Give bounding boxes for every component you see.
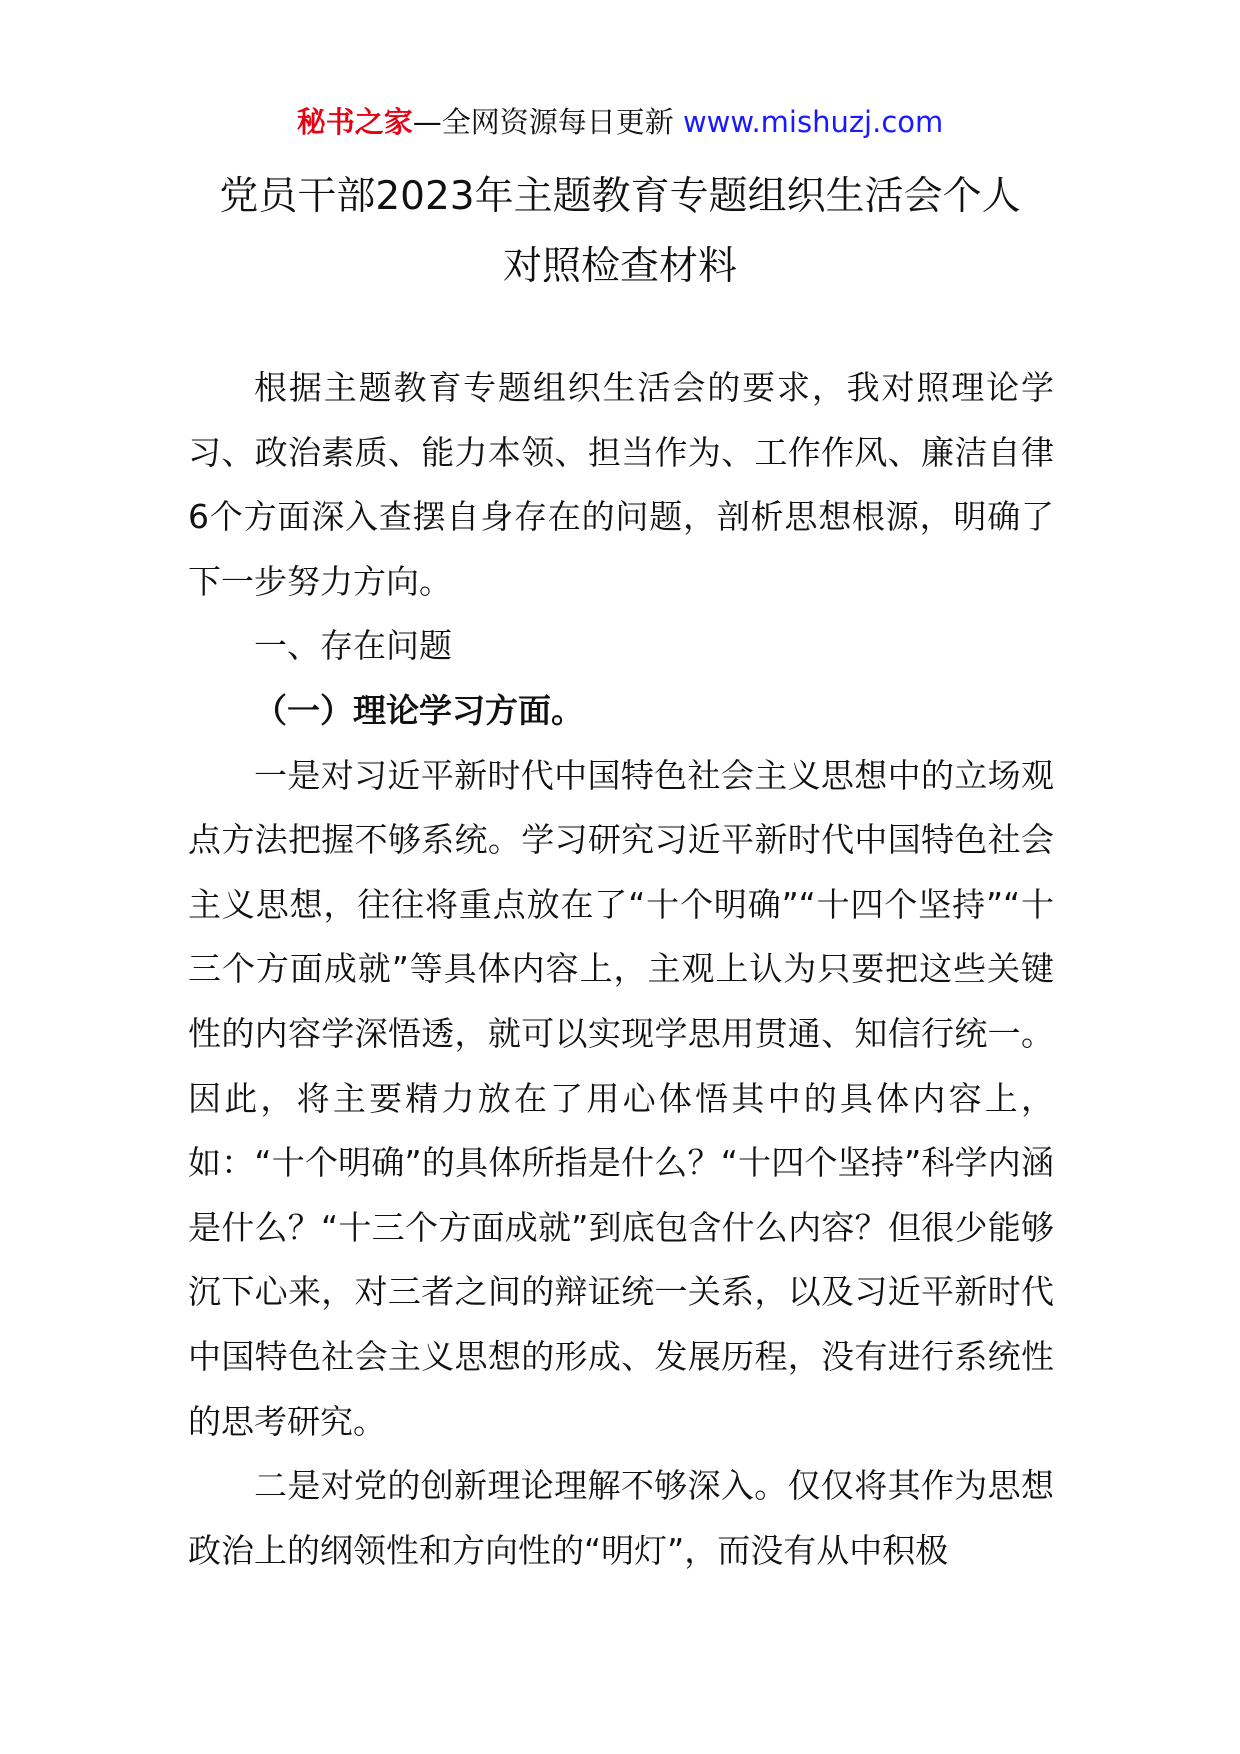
- header-tagline: —全网资源每日更新: [412, 105, 683, 139]
- body-paragraph: 二是对党的创新理论理解不够深入。仅仅将其作为思想政治上的纲领性和方向性的“明灯”，而没有从中积极: [188, 1466, 1054, 1570]
- section-heading: 一、存在问题: [254, 626, 452, 666]
- title-line-1: 党员干部2023年主题教育专题组织生活会个人: [219, 174, 1021, 219]
- body-paragraph: 一是对习近平新时代中国特色社会主义思想中的立场观点方法把握不够系统。学习研究习近平新时代中国特色社会主义思想，往往将重点放在了“十个明确”“十四个坚持”“十三个方面成就”等具体内容上，主观上认为只要把这些关键性的内容学深悟透，就可以实现学思用贯通、知信行统一。因此，将主要精力放在了用心体悟其中的具体内容上，如：“十个明确”的具体所指是什么？“十四个坚持”科学内涵是什么？“十三个方面成就”到底包含什么内容？但很少能够沉下心来，对三者之间的辩证统一关系，以及习近平新时代中国特色社会主义思想的形成、发展历程，没有进行系统性的思考研究。: [188, 755, 1054, 1441]
- intro-paragraph: 根据主题教育专题组织生活会的要求，我对照理论学习、政治素质、能力本领、担当作为、工作作风、廉洁自律6个方面深入查摆自身存在的问题，剖析思想根源，明确了下一步努力方向。: [188, 368, 1054, 601]
- watermark-header: [0, 102, 1240, 142]
- site-url[interactable]: www.mishuzj.com: [682, 105, 944, 139]
- document-body: [188, 356, 1054, 1583]
- title-line-2: 对照检查材料: [502, 244, 737, 289]
- subsection-heading: （一）理论学习方面。: [254, 690, 584, 730]
- document-title: [150, 162, 1090, 302]
- brand-name: 秘书之家: [296, 105, 413, 139]
